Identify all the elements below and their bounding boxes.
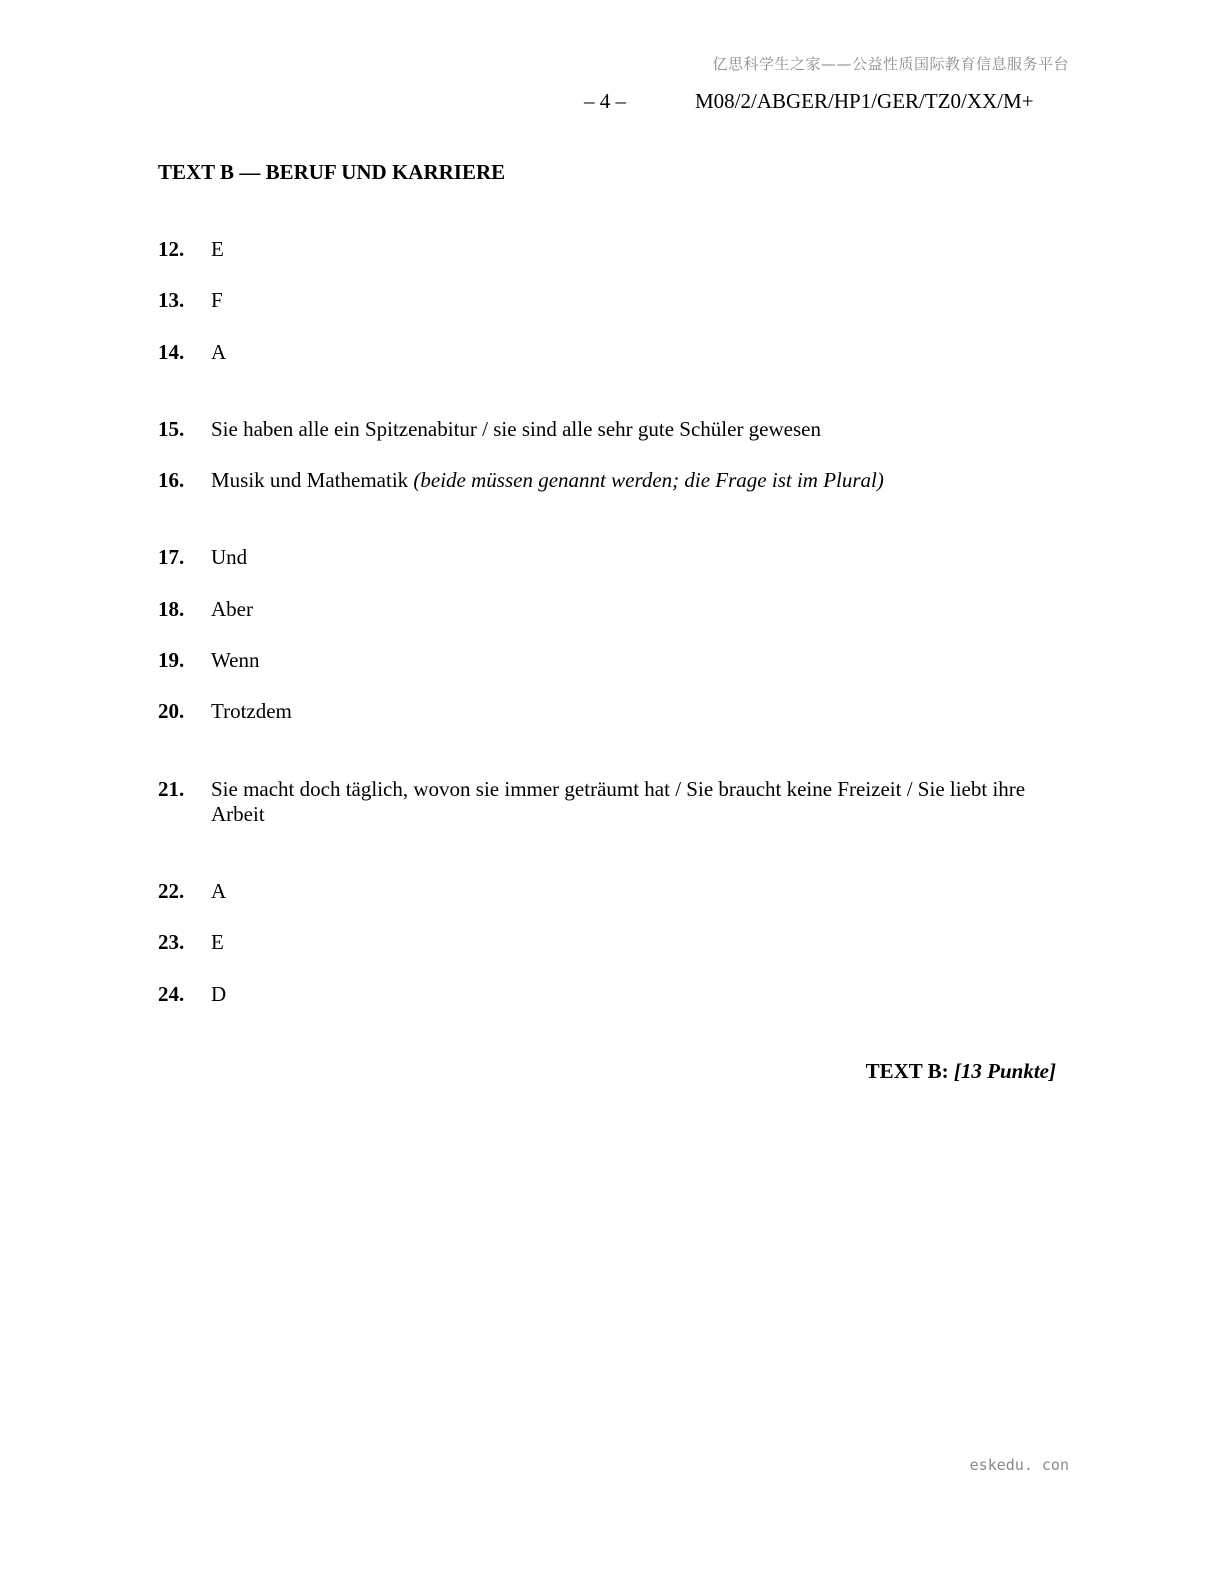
answer-item-17 [158, 545, 1058, 570]
document-code: M08/2/ABGER/HP1/GER/TZ0/XX/M+ [695, 89, 1034, 113]
total-label: TEXT B: [865, 1059, 949, 1083]
answer-text: E [211, 237, 224, 261]
total-points: [13 Punkte] [953, 1059, 1056, 1083]
answer-item-19 [158, 648, 1058, 673]
answer-item-12 [158, 237, 1058, 262]
answer-item-23 [158, 930, 1058, 955]
answer-number: 21. [158, 777, 185, 801]
answer-text: Aber [211, 597, 253, 621]
answer-item-20 [158, 699, 1058, 724]
answer-item-21 [158, 777, 1058, 827]
top-watermark: 亿思科学生之家——公益性质国际教育信息服务平台 [712, 55, 1069, 73]
answer-text-wrapper [211, 468, 1058, 493]
answer-number: 17. [158, 545, 185, 569]
answer-item-16 [158, 468, 1058, 493]
page-number: – 4 – [584, 89, 626, 113]
answer-number: 12. [158, 237, 185, 261]
answer-text: E [211, 930, 224, 954]
answer-number: 15. [158, 417, 185, 441]
answer-text: Und [211, 545, 248, 569]
answer-text: Sie macht doch täglich, wovon sie immer geträumt hat / Sie braucht keine Freizeit / Sie liebt ihre Arbeit [211, 777, 1026, 826]
answer-number: 19. [158, 648, 185, 672]
answer-text: Musik und Mathematik [211, 468, 409, 492]
answer-number: 14. [158, 340, 185, 364]
answer-item-15 [158, 417, 1058, 442]
answer-number: 13. [158, 288, 185, 312]
answer-text: Wenn [211, 648, 260, 672]
answer-item-14 [158, 340, 1058, 365]
bottom-watermark: eskedu. con [969, 1456, 1069, 1474]
answer-text: Trotzdem [211, 699, 292, 723]
answer-item-24 [158, 982, 1058, 1007]
answer-text: F [211, 288, 223, 312]
answer-text: A [211, 340, 227, 364]
answer-item-18 [158, 597, 1058, 622]
answer-number: 23. [158, 930, 185, 954]
answer-number: 18. [158, 597, 185, 621]
answer-text: Sie haben alle ein Spitzenabitur / sie sind alle sehr gute Schüler gewesen [211, 417, 821, 441]
section-title: TEXT B — BERUF UND KARRIERE [158, 160, 506, 184]
answer-note: (beide müssen genannt werden; die Frage ist im Plural) [413, 468, 884, 492]
answer-number: 16. [158, 468, 185, 492]
section-total [866, 1059, 1056, 1084]
answer-item-13 [158, 288, 1058, 313]
answer-text: D [211, 982, 227, 1006]
answer-number: 20. [158, 699, 185, 723]
answer-number: 24. [158, 982, 185, 1006]
answer-text: A [211, 879, 227, 903]
answer-number: 22. [158, 879, 185, 903]
answer-item-22 [158, 879, 1058, 904]
